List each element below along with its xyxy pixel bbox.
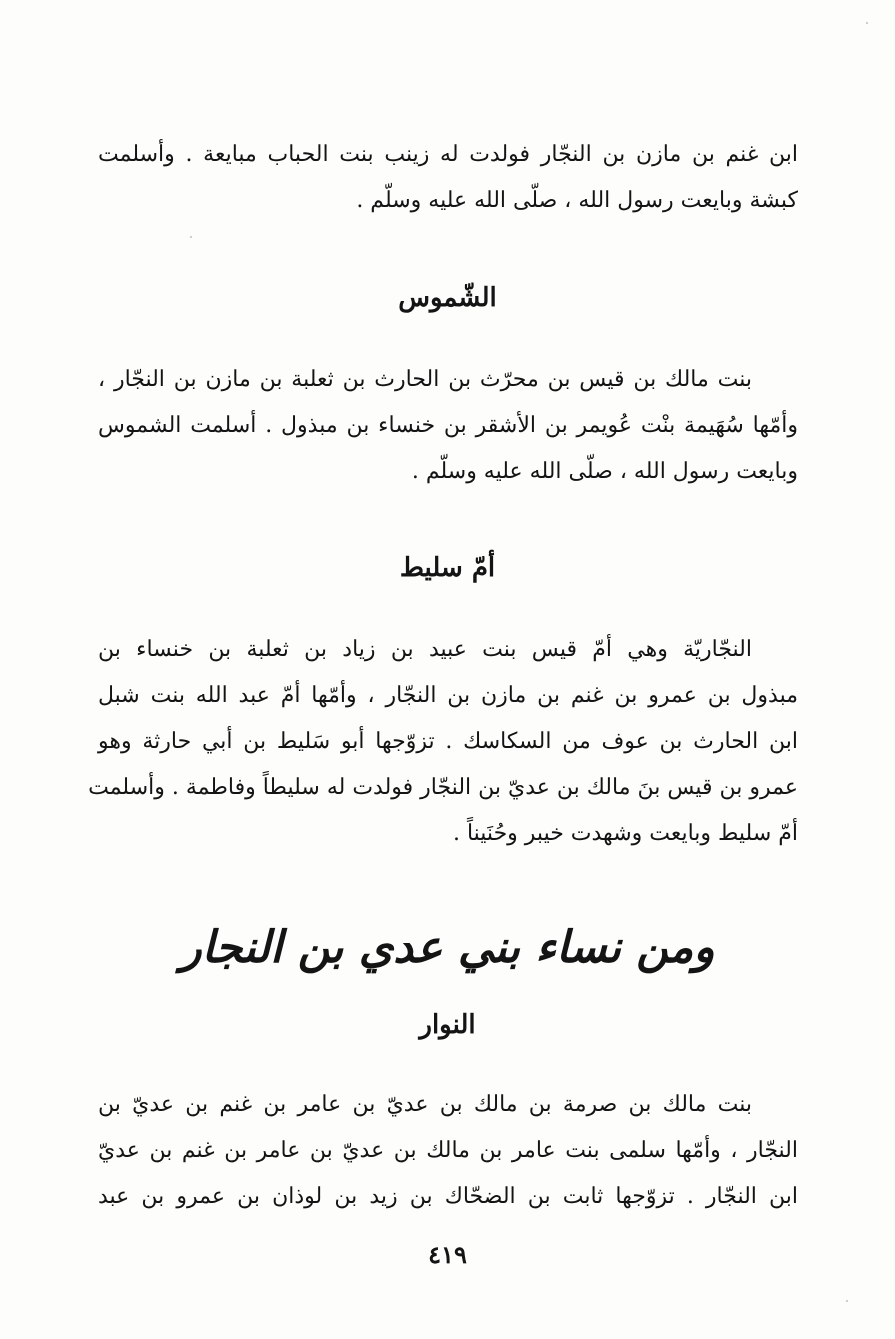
paragraph-line: النجّاريّة وهي أمّ قيس بنت عبيد بن زياد بن ثعلبة بن خنساء بن: [98, 637, 752, 662]
section-umm-sulayt-paragraph: [88, 627, 798, 857]
scan-speck: [190, 236, 192, 238]
paragraph-line: ابن الحارث بن عوف من السكاسك . تزوّجها أبو سَليط بن أبي حارثة وهو: [98, 729, 798, 754]
page-number: ٤١٩: [428, 1240, 467, 1269]
paragraph-line: عمرو بن قيس بنَ مالك بن عديّ بن النجّار فولدت له سليطاً وفاطمة . وأسلمت: [88, 775, 798, 800]
paragraph-line: وأمّها سُهَيمة بنْت عُويمر بن الأشقر بن خنساء بن مبذول . أسلمت الشموس: [98, 413, 798, 438]
paragraph-line: النجّار ، وأمّها سلمى بنت عامر بن مالك بن عديّ بن عامر بن غنم بن عديّ: [98, 1138, 798, 1163]
section-heading-shamus: الشّموس: [398, 283, 497, 313]
chapter-title: ومن نساء بني عدي بن النجار: [180, 922, 715, 973]
section-nawar-paragraph: [98, 1082, 798, 1220]
paragraph-line: كبشة وبايعت رسول الله ، صلّى الله عليه وسلّم .: [356, 188, 798, 213]
intro-paragraph: [98, 132, 798, 224]
scan-speck: [846, 1300, 848, 1302]
paragraph-line: بنت مالك بن صرمة بن مالك بن عديّ بن عامر بن غنم بن عديّ بن: [98, 1092, 752, 1117]
section-heading-umm-sulayt: أمّ سليط: [399, 553, 496, 583]
section-heading-nawar: النوار: [419, 1010, 476, 1040]
paragraph-line: ابن غنم بن مازن بن النجّار فولدت له زينب بنت الحباب مبايعة . وأسلمت: [98, 142, 798, 167]
paragraph-line: بنت مالك بن قيس بن محرّث بن الحارث بن ثعلبة بن مازن بن النجّار ،: [98, 367, 752, 392]
paragraph-line: أمّ سليط وبايعت وشهدت خيبر وحُنَيناً .: [452, 821, 798, 846]
paragraph-line: ابن النجّار . تزوّجها ثابت بن الضحّاك بن زيد بن لوذان بن عمرو بن عبد: [98, 1184, 798, 1209]
paragraph-line: وبايعت رسول الله ، صلّى الله عليه وسلّم .: [411, 459, 798, 484]
scan-speck: [866, 22, 868, 24]
section-shamus-paragraph: [98, 357, 798, 495]
paragraph-line: مبذول بن عمرو بن غنم بن مازن بن النجّار ، وأمّها أمّ عبد الله بنت شبل: [98, 683, 798, 708]
